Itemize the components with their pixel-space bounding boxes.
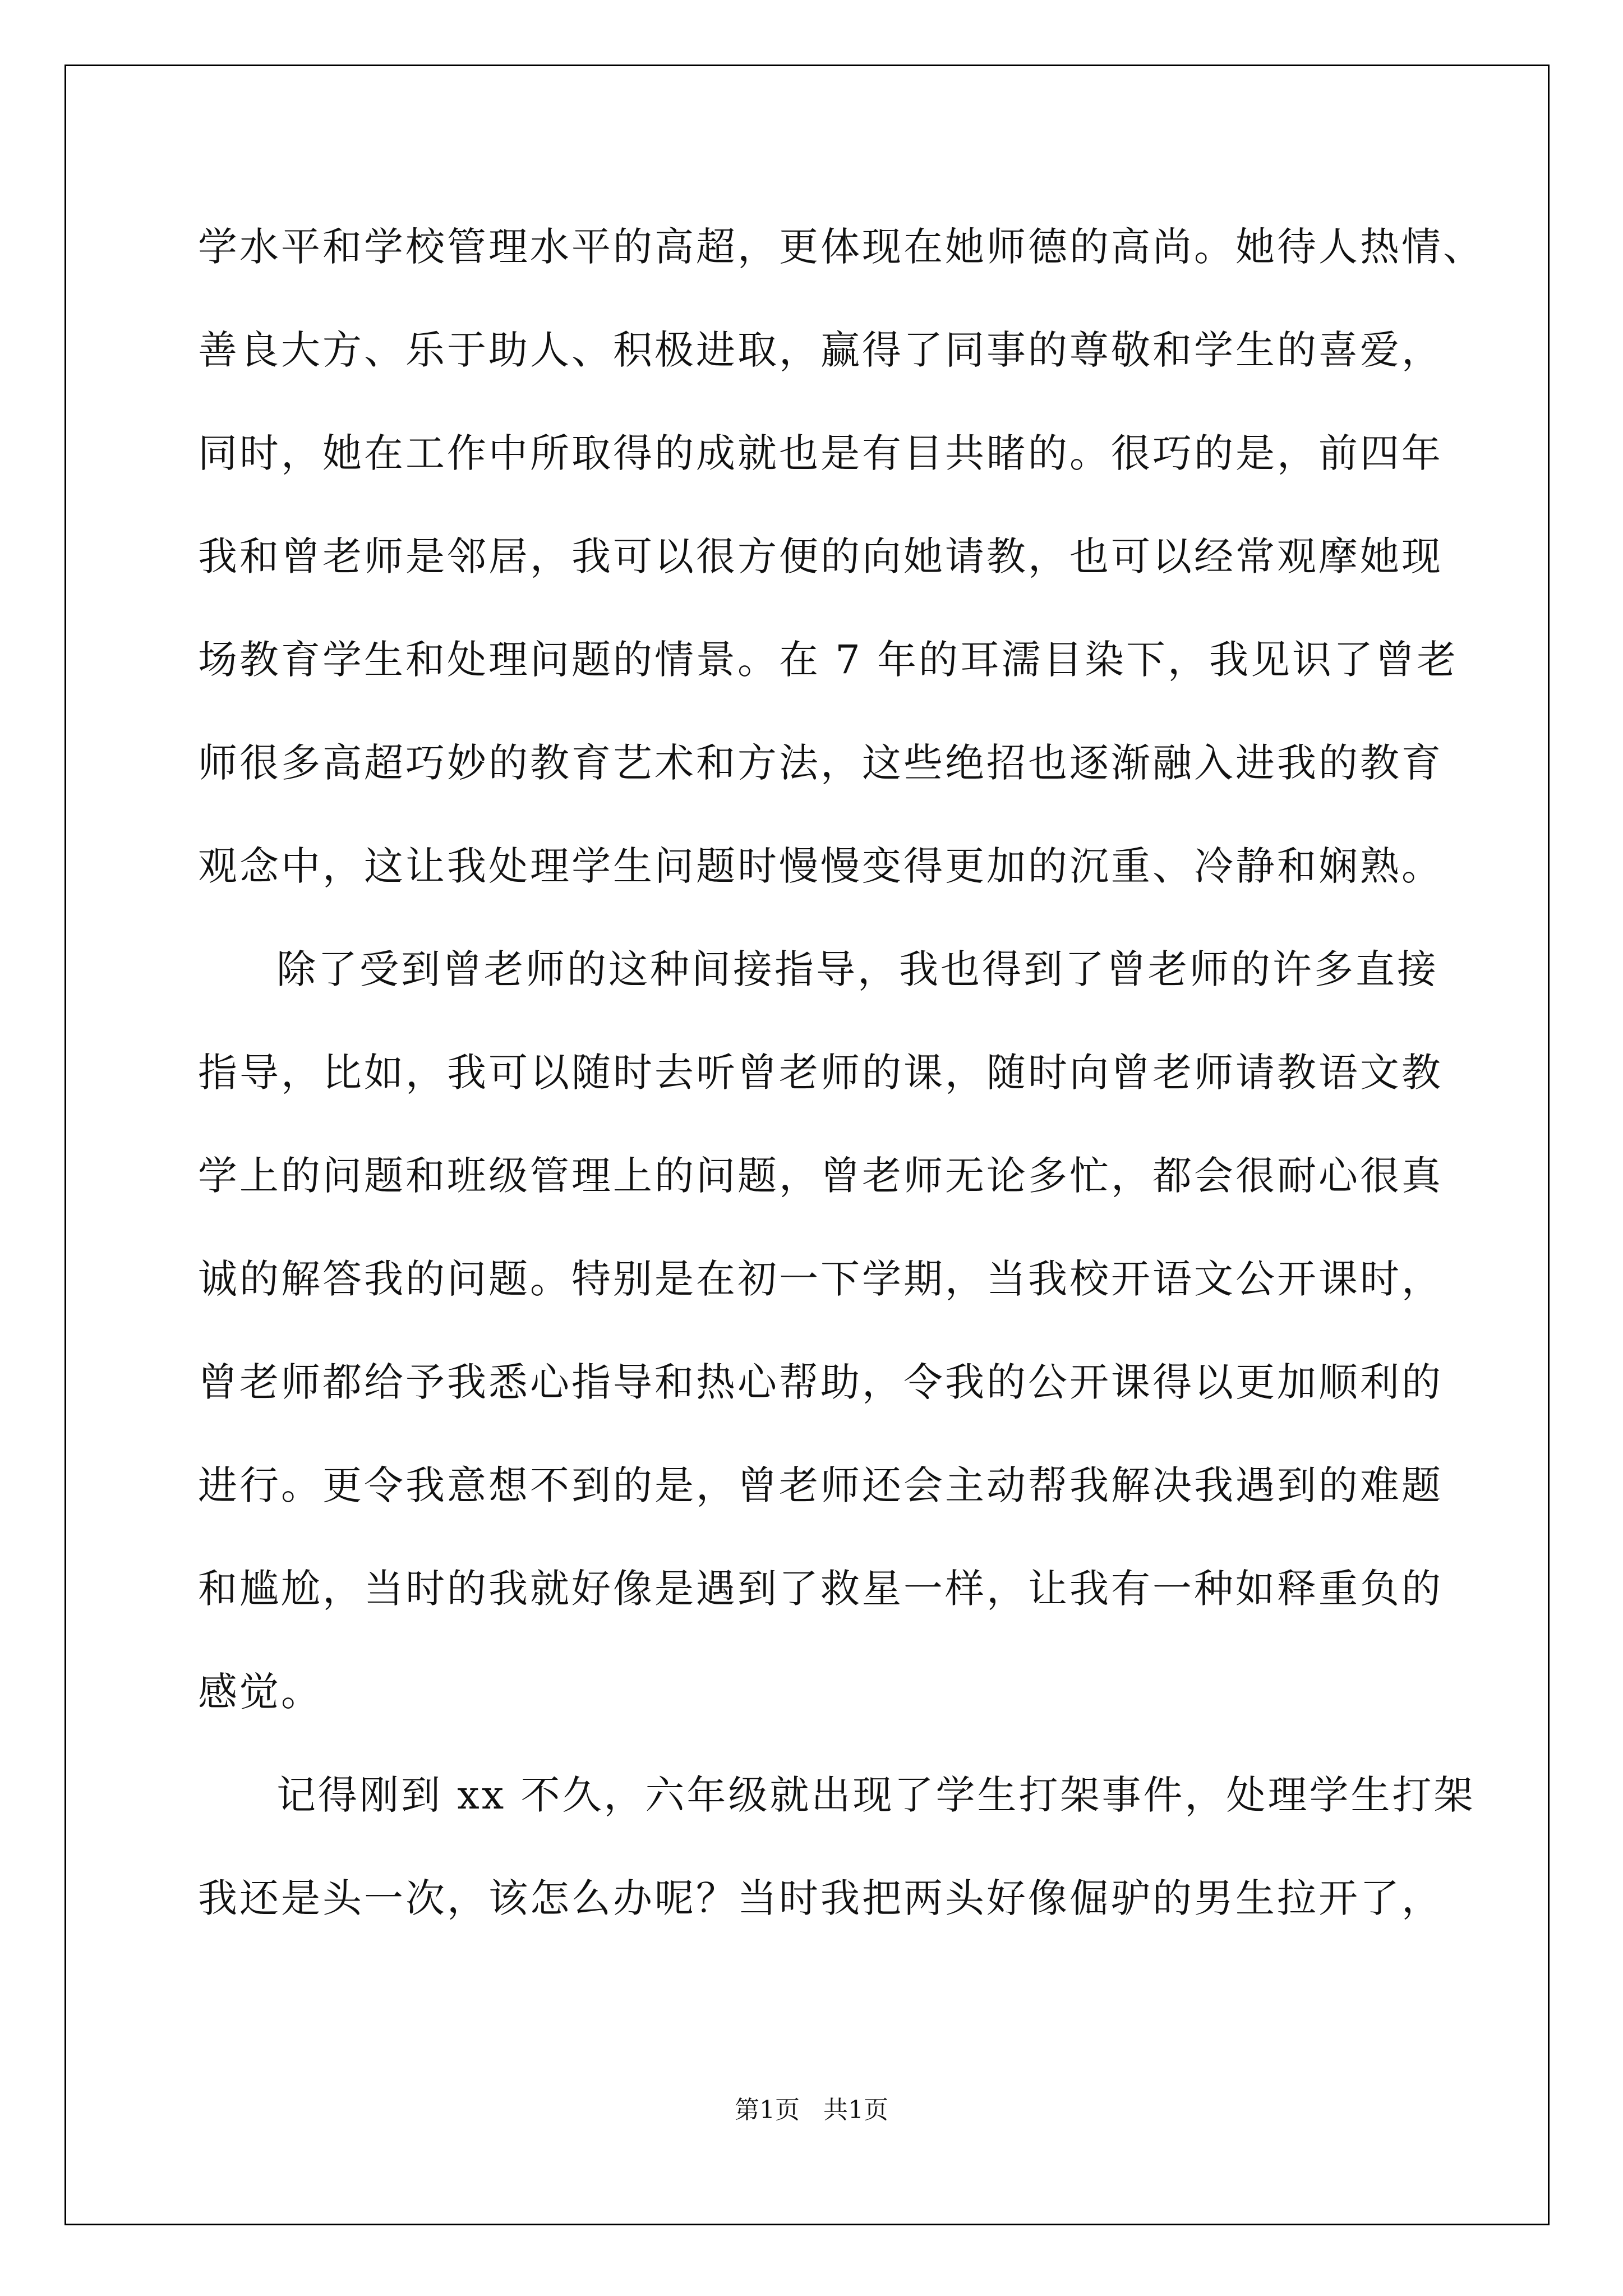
text-line: 观念中，这让我处理学生问题时慢慢变得更加的沉重、冷静和娴熟。 [198,843,1443,889]
text-line: 指导，比如，我可以随时去听曾老师的课，随时向曾老师请教语文教 [198,1050,1443,1096]
text-line: 曾老师都给予我悉心指导和热心帮助，令我的公开课得以更加顺利的 [198,1359,1443,1405]
text-line: 同时，她在工作中所取得的成就也是有目共睹的。很巧的是，前四年 [198,430,1443,476]
text-line: 学上的问题和班级管理上的问题，曾老师无论多忙，都会很耐心很真 [198,1153,1443,1199]
text-line: 我还是头一次，该怎么办呢？当时我把两头好像倔驴的男生拉开了， [198,1875,1443,1921]
text-line: 学水平和学校管理水平的高超，更体现在她师德的高尚。她待人热情、 [198,224,1484,270]
page-number: 第1页 共1页 [735,2096,888,2124]
paragraph-first-line: 记得刚到 xx 不久，六年级就出现了学生打架事件，处理学生打架 [276,1772,1476,1818]
paragraph-first-line: 除了受到曾老师的这种间接指导，我也得到了曾老师的许多直接 [276,946,1438,992]
text-line: 和尴尬，当时的我就好像是遇到了救星一样，让我有一种如释重负的 [198,1566,1443,1612]
text-line: 我和曾老师是邻居，我可以很方便的向她请教，也可以经常观摩她现 [198,533,1443,579]
text-line: 诚的解答我的问题。特别是在初一下学期，当我校开语文公开课时， [198,1256,1443,1302]
text-line: 进行。更令我意想不到的是，曾老师还会主动帮我解决我遇到的难题 [198,1462,1443,1508]
text-line: 师很多高超巧妙的教育艺术和方法，这些绝招也逐渐融入进我的教育 [198,740,1443,786]
text-line: 善良大方、乐于助人、积极进取，赢得了同事的尊敬和学生的喜爱， [198,327,1443,373]
text-line: 场教育学生和处理问题的情景。在 7 年的耳濡目染下，我见识了曾老 [198,637,1459,683]
text-line: 感觉。 [198,1669,322,1715]
